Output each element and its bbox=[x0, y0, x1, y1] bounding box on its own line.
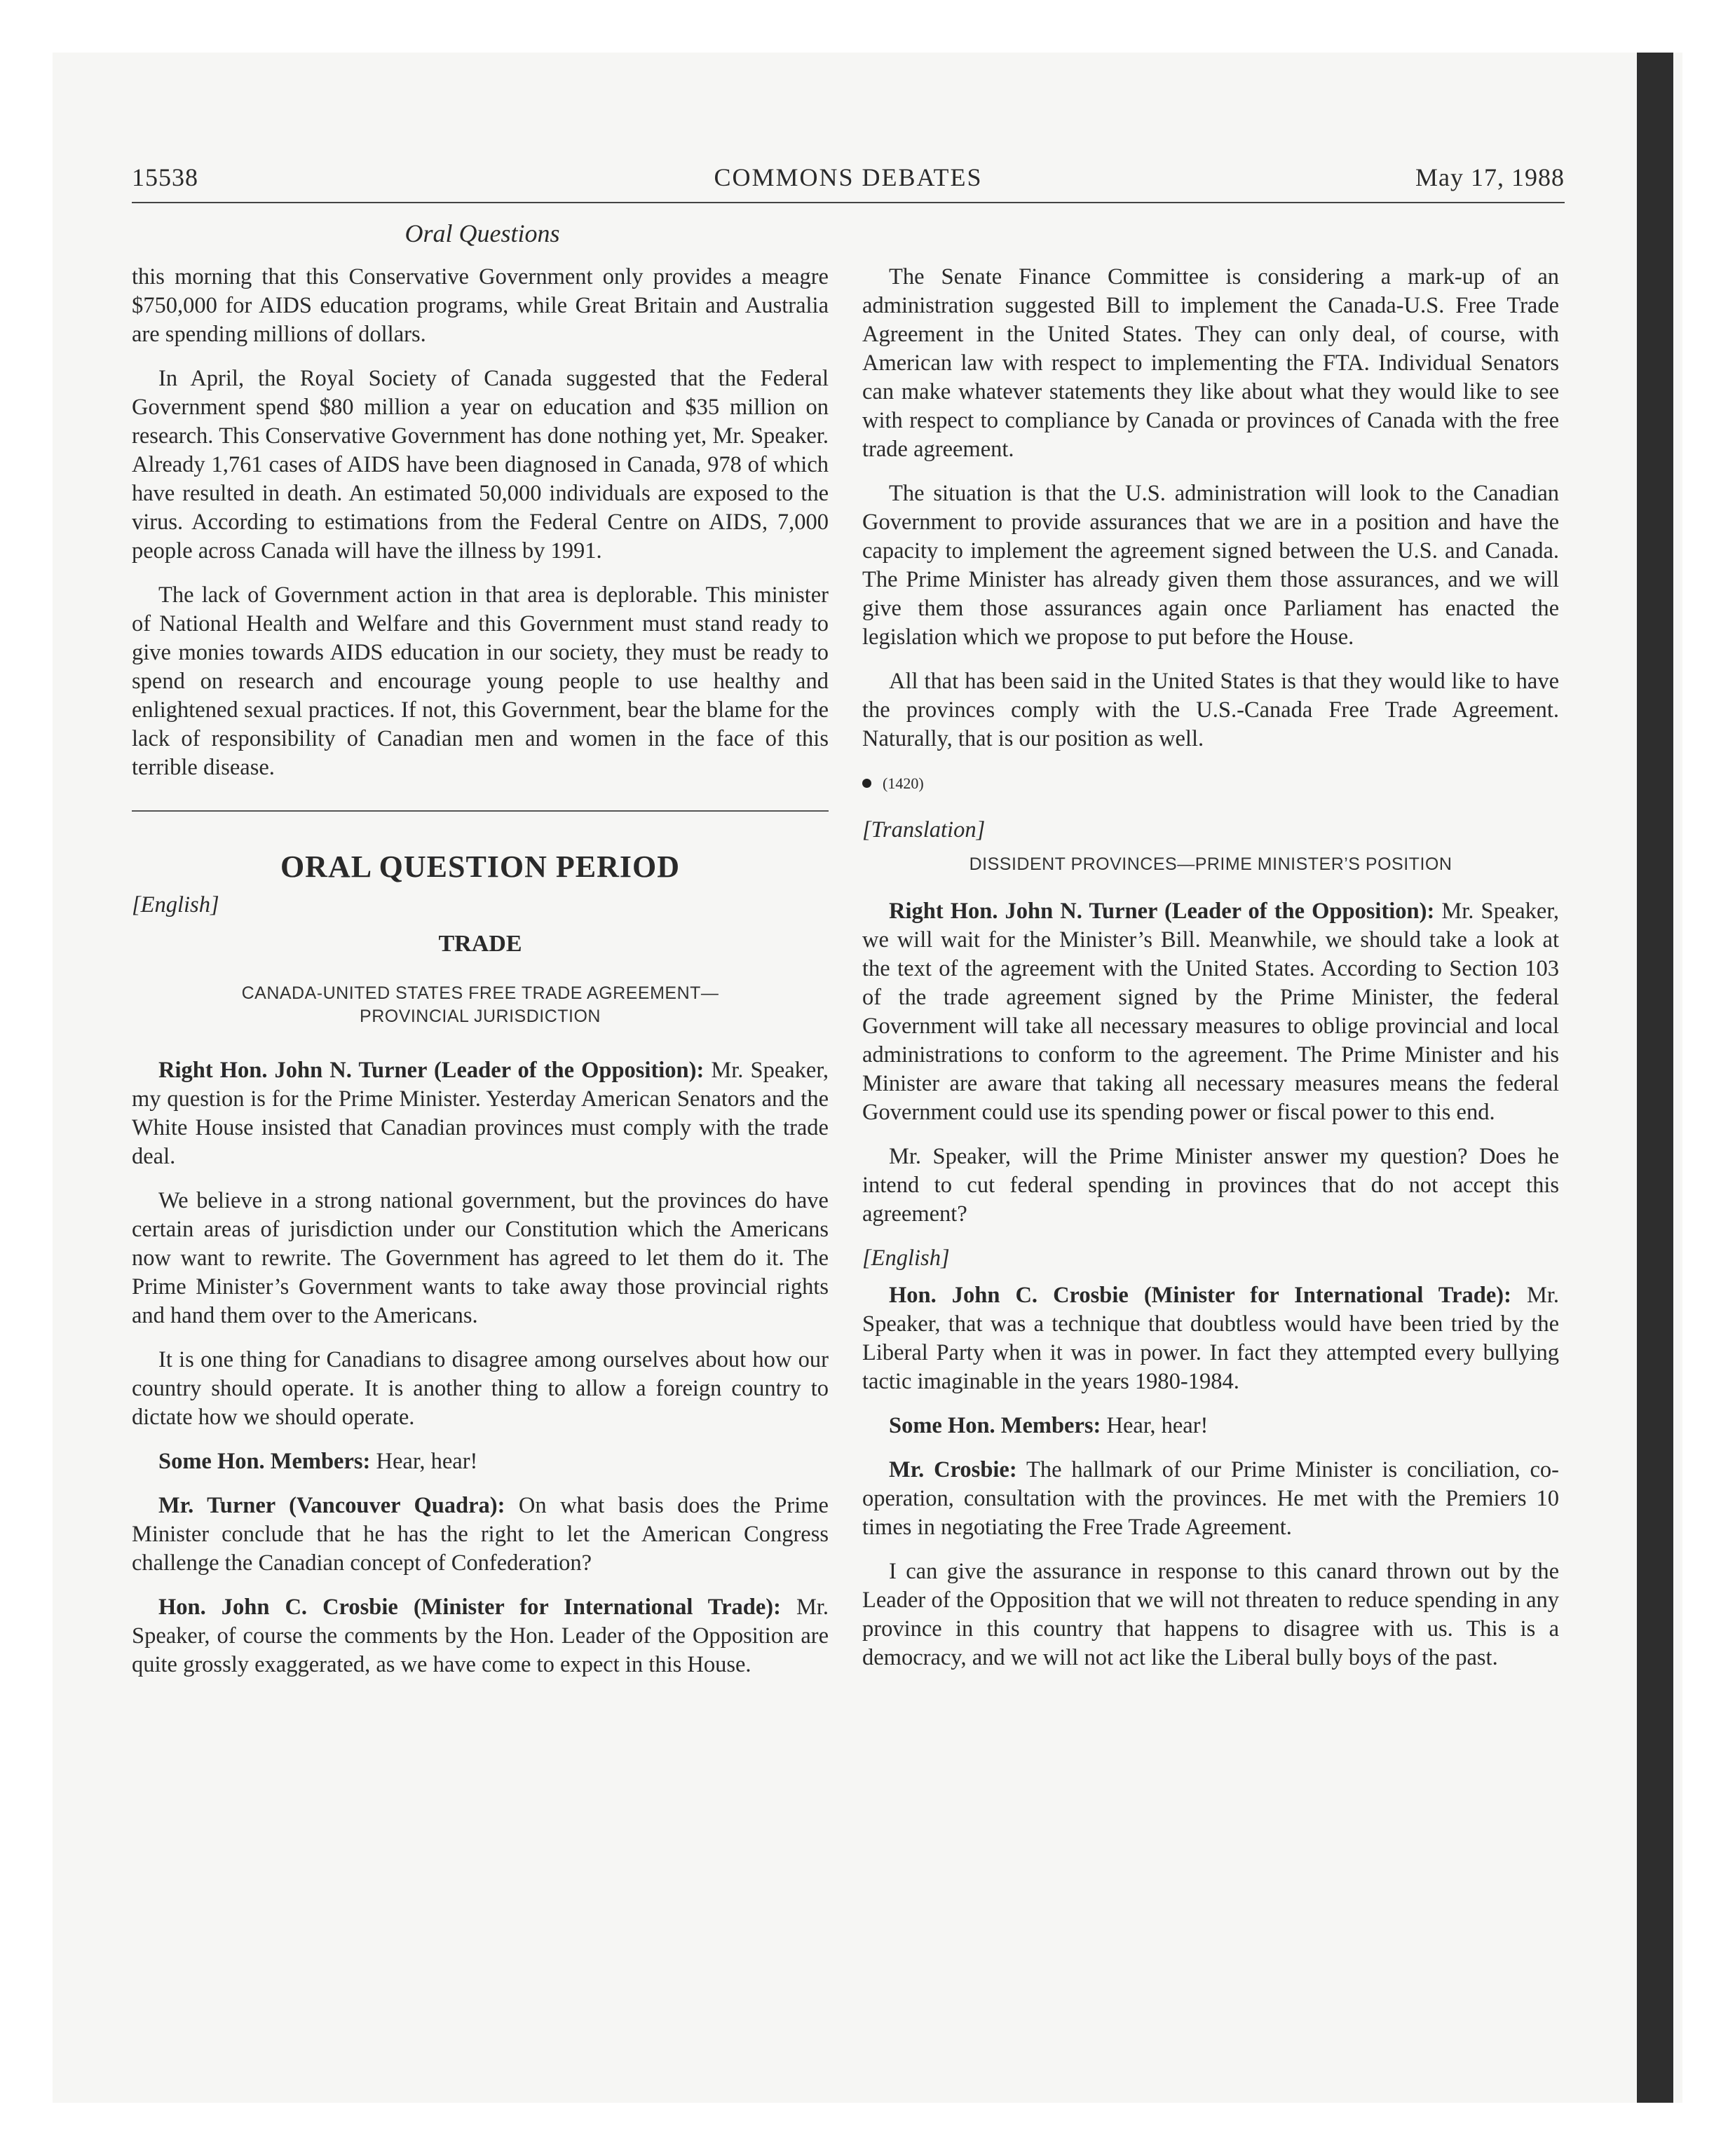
speech bbox=[862, 897, 1559, 1127]
page-header bbox=[132, 163, 1565, 205]
running-head: Oral Questions bbox=[404, 219, 560, 247]
time-marker bbox=[862, 769, 1559, 798]
topic-heading bbox=[132, 982, 829, 1028]
paragraph: In April, the Royal Society of Canada suggested that the Federal Government spend $80 million a year on education and $35 million on research. This Conservative Government has done nothing yet, Mr. Speaker. Already 1,761 cases of AIDS have been diagnosed in Canada, 978 of which have resulted in death. An estimated 50,000 individuals are exposed to the virus. According to estimations from the Federal Centre on AIDS, 7,000 people across Canada will have the illness by 1991. bbox=[132, 366, 829, 564]
speaker-name: Some Hon. Members: bbox=[158, 1449, 371, 1474]
paragraph: It is one thing for Canadians to disagree among ourselves about how our country should operate. It is another thing to allow a foreign country to dictate how we should operate. bbox=[132, 1347, 829, 1430]
time-marker-text: (1420) bbox=[883, 775, 924, 792]
speech bbox=[862, 1281, 1559, 1396]
paragraph: We believe in a strong national government, but the provinces do have certain areas of jurisdiction under our Constitution which the Americans now want to rewrite. The Government has agreed to let them do it. The Prime Minister’s Government wants to take away those provincial rights and hand them over to the Americans. bbox=[132, 1188, 829, 1328]
speech-text: On what basis does the Prime Minister conclude that he has the right to let the American Congress challenge the Canadian concept of Confederation? bbox=[132, 1493, 829, 1576]
header-rule bbox=[132, 202, 1565, 203]
speech-text: Mr. Speaker, we will wait for the Minister’s Bill. Meanwhile, we should take a look at the text of the agreement with the United States. According to Section 103 of the trade agreement signed by the Prime Minister, the federal Government will take all necessary measures to oblige provincial and local administrations to conform to the agreement. The Prime Minister and his Minister are aware that taking all necessary measures means the federal Government could use its spending power or fiscal power to this end. bbox=[862, 899, 1559, 1125]
paragraph: I can give the assurance in response to this canard thrown out by the Leader of the Opposition that we will not threaten to reduce spending in any province in this country that happens to disagree with us. This is a democracy, and we will not act like the Liberal bully boys of the past. bbox=[862, 1559, 1559, 1670]
topic-line: PROVINCIAL JURISDICTION bbox=[360, 1007, 601, 1026]
section-title: ORAL QUESTION PERIOD bbox=[280, 850, 681, 884]
paragraph: The lack of Government action in that area is deplorable. This minister of National Health and Welfare and this Government must stand ready to give monies towards AIDS education in our society, they must be ready to spend on research and encourage young people to use healthy and enlightened sexual practices. If not, this Government, bear the blame for the lack of responsibility of Canadian men and women in the face of this terrible disease. bbox=[132, 582, 829, 780]
speaker-name: Hon. John C. Crosbie (Minister for International Trade): bbox=[889, 1283, 1511, 1308]
paragraph: All that has been said in the United States is that they would like to have the provinces comply with the U.S.-Canada Free Trade Agreement. Naturally, that is our position as well. bbox=[862, 669, 1559, 751]
speech bbox=[132, 1056, 829, 1171]
paragraph: Mr. Speaker, will the Prime Minister answer my question? Does he intend to cut federal spending in provinces that do not accept this agreement? bbox=[862, 1144, 1559, 1227]
speech-text: Mr. Speaker, of course the comments by the Hon. Leader of the Opposition are quite grossly exaggerated, as we have come to expect in this House. bbox=[132, 1595, 829, 1677]
speaker-name: Right Hon. John N. Turner (Leader of the Opposition): bbox=[158, 1058, 705, 1083]
speech-text: Hear, hear! bbox=[370, 1449, 478, 1474]
right-column bbox=[862, 263, 1559, 1688]
speech-text: Mr. Speaker, my question is for the Prime Minister. Yesterday American Senators and the White House insisted that Canadian provinces must comply with the trade deal. bbox=[132, 1058, 829, 1169]
language-tag: [English] bbox=[132, 892, 219, 917]
language-tag: [Translation] bbox=[862, 817, 986, 842]
speech bbox=[862, 1412, 1559, 1440]
subject-heading: TRADE bbox=[438, 931, 522, 957]
speaker-name: Hon. John C. Crosbie (Minister for International Trade): bbox=[158, 1595, 781, 1620]
speaker-name: Some Hon. Members: bbox=[889, 1413, 1101, 1438]
paragraph: The Senate Finance Committee is considering a mark-up of an administration suggested Bill to implement the Canada-U.S. Free Trade Agreement in the United States. They can only deal, of course, with American law with respect to implementing the FTA. Individual Senators can make whatever statements they like about what they would like to see with respect to compliance by Canada or provinces of Canada with the free trade agreement. bbox=[862, 264, 1559, 462]
paragraph: this morning that this Conservative Government only provides a meagre $750,000 for AIDS education programs, while Great Britain and Australia are spending millions of dollars. bbox=[132, 264, 829, 347]
speech bbox=[132, 1492, 829, 1578]
speech-text: The hallmark of our Prime Minister is conciliation, co-operation, consultation with the provinces. He met with the Premiers 10 times in negotiating the Free Trade Agreement. bbox=[862, 1457, 1559, 1540]
speech bbox=[862, 1456, 1559, 1542]
speech bbox=[132, 1593, 829, 1679]
speaker-name: Right Hon. John N. Turner (Leader of the Opposition): bbox=[889, 899, 1435, 924]
publication-title: COMMONS DEBATES bbox=[714, 163, 983, 191]
speech-text: Hear, hear! bbox=[1101, 1413, 1209, 1438]
page-date: May 17, 1988 bbox=[1415, 163, 1565, 191]
speaker-name: Mr. Turner (Vancouver Quadra): bbox=[158, 1493, 505, 1518]
speech bbox=[132, 1447, 829, 1476]
speaker-name: Mr. Crosbie: bbox=[889, 1457, 1017, 1482]
speech-text: Mr. Speaker, that was a technique that doubtless would have been tried by the Liberal Party when it was in power. In fact they attempted every bullying tactic imaginable in the years 1980-1984. bbox=[862, 1283, 1559, 1394]
binding-edge-strip bbox=[1637, 53, 1673, 2103]
section-divider bbox=[132, 810, 829, 812]
page-number: 15538 bbox=[132, 163, 198, 191]
language-tag: [English] bbox=[862, 1246, 950, 1271]
paragraph: The situation is that the U.S. administration will look to the Canadian Government to provide assurances that we are in a position and have the capacity to implement the agreement signed between the U.S. and Canada. The Prime Minister has already given them those assurances, and we will give them those assurances again once Parliament has enacted the legislation which we propose to put before the House. bbox=[862, 481, 1559, 650]
topic-line: CANADA-UNITED STATES FREE TRADE AGREEMENT— bbox=[241, 983, 719, 1003]
topic-heading: DISSIDENT PROVINCES—PRIME MINISTER’S POSITION bbox=[969, 854, 1452, 874]
left-column bbox=[132, 263, 829, 1695]
bullet-dot-icon bbox=[862, 779, 871, 788]
